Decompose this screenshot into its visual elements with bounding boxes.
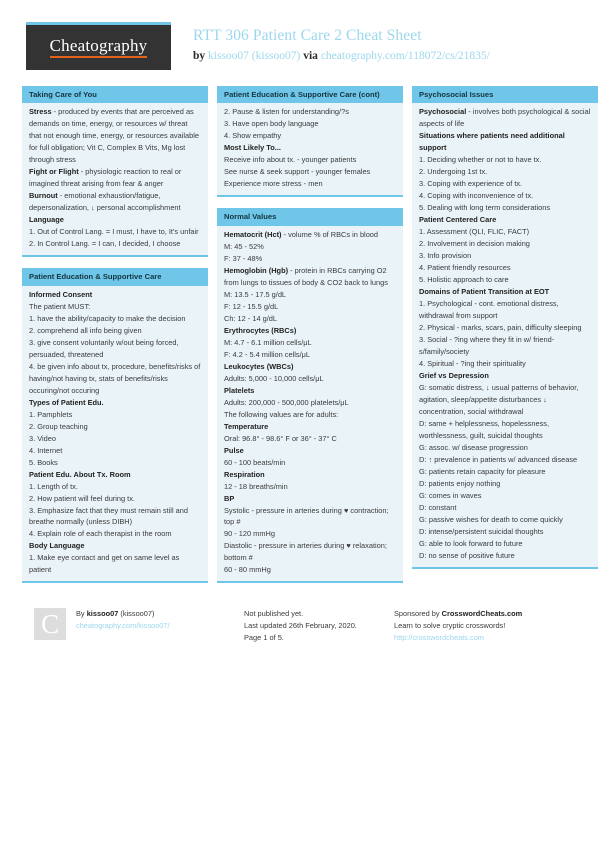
card-line: [419, 214, 591, 226]
line-term: Informed Consent: [29, 289, 93, 299]
card-line: M: 13.5 - 17.5 g/dL: [224, 289, 287, 299]
card-line: [419, 370, 591, 382]
card-line: Ch: 12 - 14 g/dL: [224, 313, 278, 323]
card-line: The patient MUST:: [29, 301, 91, 311]
sponsor-tagline: Learn to solve cryptic crosswords!: [394, 621, 506, 631]
line-detail: - emotional exhaustion/fatigue, depersonalization, ↓ personal accomplishment: [29, 191, 181, 213]
footer-author-block: [34, 608, 244, 644]
card-body: [22, 286, 208, 582]
card-line: 1. Deciding whether or not to have tx.: [419, 155, 542, 165]
line-detail: - produced by events that are perceived as demands on time, energy, or resources w/ threat that not enough time, energy, or resources available for full obligation; Vit C, Complex B Vits, Mg lost through stress: [29, 107, 199, 165]
card-line: 60 - 100 beats/min: [224, 457, 286, 467]
card-line: [224, 445, 396, 457]
cheat-card: [217, 86, 403, 197]
card-line: [224, 385, 396, 397]
content-columns: [12, 86, 591, 594]
card-line: 2. Group teaching: [29, 421, 88, 431]
card-line: The following values are for adults:: [224, 409, 339, 419]
card-line: [224, 325, 396, 337]
page-info: Page 1 of 5.: [244, 633, 284, 643]
publish-status: Not published yet.: [244, 609, 304, 619]
card-line: 1. Psychological - cont. emotional distress, withdrawal from support: [419, 299, 559, 321]
byline: [193, 49, 490, 64]
card-line: 4. be given info about tx, procedure, benefits/risks of having/not having tx, stats of benefits/risks occuring/not occuring: [29, 361, 201, 395]
card-line: 4. Coping with inconvenience of tx.: [419, 191, 534, 201]
card-line: 5. Holistic approach to care: [419, 275, 509, 285]
card-line: [224, 493, 396, 505]
sponsor-url-line: [394, 632, 594, 644]
card-line: [29, 540, 201, 552]
line-term: Psychosocial: [419, 107, 467, 117]
card-line: 12 - 18 breaths/min: [224, 481, 288, 491]
title-block: [193, 22, 490, 64]
card-title: Normal Values: [217, 208, 403, 225]
card-line: Adults: 200,000 - 500,000 platelets/μL: [224, 397, 349, 407]
line-detail: - physiologic reaction to real or imagined threat arising from fear & anger: [29, 167, 182, 189]
sponsor-line: [394, 608, 594, 620]
line-term: Burnout: [29, 191, 58, 201]
card-line: 90 - 120 mmHg: [224, 529, 275, 539]
by-label: by: [193, 50, 209, 63]
card-line: 2. comprehend all info being given: [29, 325, 142, 335]
card-line: [29, 469, 201, 481]
card-line: 3. Emphasize fact that they must remain still and breathe normally (unless DIBH): [29, 505, 188, 527]
card-line: 4. Explain role of each therapist in the room: [29, 529, 172, 539]
footer-sponsor-block: [394, 608, 594, 644]
content-column: [217, 86, 403, 594]
line-detail: - volume % of RBCs in blood: [281, 229, 379, 239]
cheat-card: [22, 86, 208, 257]
logo-text: Cheatography: [50, 37, 148, 59]
card-line: [224, 421, 396, 433]
card-line: G: able to look forward to future: [419, 538, 523, 548]
avatar: C: [34, 608, 66, 640]
footer-author-url[interactable]: cheatography.com/kissoo07/: [76, 621, 170, 631]
line-term: Types of Patient Edu.: [29, 397, 104, 407]
line-term: Patient Edu. About Tx. Room: [29, 469, 131, 479]
card-line: [224, 229, 396, 241]
card-line: [29, 214, 201, 226]
card-line: D: patients enjoy nothing: [419, 479, 501, 488]
footer-publish-block: [244, 608, 394, 644]
card-line: Experience more stress - men: [224, 179, 323, 189]
line-term: Situations where patients need additional support: [419, 131, 565, 153]
card-line: 60 - 80 mmHg: [224, 565, 271, 575]
card-line: 5. Dealing with long term considerations: [419, 203, 551, 213]
card-line: G: passive wishes for death to come quickly: [419, 514, 563, 524]
card-line: D: ↑ prevalence in patients w/ advanced disease: [419, 455, 578, 465]
line-term: Temperature: [224, 421, 269, 431]
card-line: [419, 106, 591, 130]
card-line: [29, 166, 201, 190]
card-line: 4. Show empathy: [224, 131, 282, 141]
card-line: 1. Make eye contact and get on same level as patient: [29, 553, 180, 575]
card-line: Systolic - pressure in arteries during ♥ contraction; top #: [224, 505, 389, 527]
card-line: D: no sense of positive future: [419, 550, 515, 560]
line-term: Leukocytes (WBCs): [224, 361, 294, 371]
line-term: Hematocrit (Hct): [224, 229, 282, 239]
card-body: [217, 103, 403, 195]
line-term: Hemoglobin (Hgb): [224, 265, 289, 275]
footer-author-url-line: [76, 620, 170, 632]
page-footer: [12, 596, 588, 644]
line-term: BP: [224, 493, 235, 503]
card-line: G: patients retain capacity for pleasure: [419, 467, 546, 477]
source-url-link[interactable]: cheatography.com/118072/cs/21835/: [320, 50, 490, 63]
cheat-card: [217, 208, 403, 583]
card-line: 3. Coping with experience of tx.: [419, 179, 523, 189]
line-term: Body Language: [29, 541, 85, 551]
card-line: 2. How patient will feel during tx.: [29, 493, 135, 503]
footer-author-handle: (kissoo07): [118, 609, 155, 619]
card-line: 1. Out of Control Lang. = I must, I have to, It's unfair: [29, 227, 199, 237]
card-line: F: 4.2 - 5.4 million cells/μL: [224, 349, 310, 359]
card-line: [29, 106, 201, 166]
line-term: Pulse: [224, 445, 244, 455]
line-term: Erythrocytes (RBCs): [224, 325, 297, 335]
card-line: [419, 130, 591, 154]
card-line: [224, 361, 396, 373]
card-line: D: constant: [419, 502, 457, 512]
card-line: [224, 469, 396, 481]
card-line: 3. Info provision: [419, 251, 472, 261]
card-title: Taking Care of You: [22, 86, 208, 103]
card-line: 3. give consent voluntarily w/out being forced, persuaded, threatened: [29, 337, 179, 359]
card-line: 2. Pause & listen for understanding/?s: [224, 107, 349, 117]
card-line: F: 37 - 48%: [224, 253, 263, 263]
card-line: 2. Undergoing 1st tx.: [419, 167, 488, 177]
card-line: [29, 190, 201, 214]
card-line: [224, 265, 396, 289]
line-term: Domains of Patient Transition at EOT: [419, 287, 550, 297]
sponsor-name: CrosswordCheats.com: [441, 609, 523, 619]
card-line: [29, 397, 201, 409]
card-line: 2. In Control Lang. = I can, I decided, I choose: [29, 239, 181, 249]
card-line: 1. Pamphlets: [29, 409, 73, 419]
page-title: RTT 306 Patient Care 2 Cheat Sheet: [193, 27, 422, 44]
card-line: D: intense/persistent suicidal thoughts: [419, 526, 544, 536]
cheat-card: [22, 268, 208, 583]
card-line: See nurse & seek support - younger females: [224, 167, 371, 177]
card-line: Oral: 96.8° - 98.6° F or 36° - 37° C: [224, 433, 337, 443]
line-term: Stress: [29, 107, 52, 117]
line-detail: - protein in RBCs carrying O2 from lungs to tissues of body & CO2 back to lungs: [224, 265, 388, 287]
line-term: Platelets: [224, 385, 255, 395]
line-detail: - involves both psychological & social aspects of life: [419, 107, 591, 129]
card-body: [217, 226, 403, 582]
card-title: Patient Education & Supportive Care (cont): [217, 86, 403, 103]
card-line: [419, 286, 591, 298]
card-line: 1. have the ability/capacity to make the decision: [29, 313, 186, 323]
card-line: [29, 289, 201, 301]
cheat-card: [412, 86, 598, 569]
footer-by-prefix: By: [76, 609, 87, 619]
card-line: 4. Internet: [29, 445, 63, 455]
footer-author-name: kissoo07: [86, 609, 119, 619]
footer-author-line: [76, 608, 170, 620]
line-term: Fight or Flight: [29, 167, 79, 177]
card-line: F: 12 - 15.5 g/dL: [224, 301, 279, 311]
line-term: Patient Centered Care: [419, 215, 497, 225]
line-term: Language: [29, 215, 64, 225]
card-line: 1. Length of tx.: [29, 481, 78, 491]
card-line: 2. Involvement in decision making: [419, 239, 530, 249]
sponsor-prefix: Sponsored by: [394, 609, 442, 619]
page-header: [12, 0, 588, 86]
card-body: [22, 103, 208, 255]
card-line: 5. Books: [29, 457, 58, 467]
card-line: 3. Video: [29, 433, 56, 443]
card-line: G: somatic distress, ↓ usual patterns of behavior, agitation, sleep/appetite disturbances ↓ concentration, social withdrawal: [419, 383, 579, 417]
line-term: Grief vs Depression: [419, 371, 489, 381]
card-title: Patient Education & Supportive Care: [22, 268, 208, 285]
card-line: 4. Patient friendly resources: [419, 263, 511, 273]
card-body: [412, 103, 598, 566]
card-line: 1. Assessment (QLI, FLIC, FACT): [419, 227, 530, 237]
last-updated: Last updated 26th February, 2020.: [244, 621, 357, 631]
card-line: 3. Social - ?ing where they fit in w/ friends/family/society: [419, 335, 555, 357]
cheatography-logo[interactable]: [26, 22, 171, 70]
card-line: Adults: 5,000 - 10,000 cells/μL: [224, 373, 324, 383]
content-column: [412, 86, 598, 580]
author-link[interactable]: kissoo07 (kissoo07): [208, 50, 301, 63]
line-term: Respiration: [224, 469, 265, 479]
card-line: G: assoc. w/ disease progression: [419, 443, 528, 453]
card-line: 4. Spiritual - ?ing their spirituality: [419, 359, 526, 369]
card-line: G: comes in waves: [419, 490, 482, 500]
card-line: D: same + helplessness, hopelessness, worthlessness, guilt, suicidal thoughts: [419, 419, 550, 441]
card-line: Receive info about tx. - younger patients: [224, 155, 357, 165]
card-line: 3. Have open body language: [224, 119, 319, 129]
line-term: Most Likely To...: [224, 143, 281, 153]
card-line: M: 4.7 - 6.1 million cells/μL: [224, 337, 312, 347]
card-line: [224, 142, 396, 154]
via-label: via: [303, 50, 321, 63]
card-line: M: 45 - 52%: [224, 241, 264, 251]
card-line: 2. Physical - marks, scars, pain, difficulty sleeping: [419, 323, 582, 333]
sponsor-url[interactable]: http://crosswordcheats.com: [394, 633, 484, 643]
card-title: Psychosocial Issues: [412, 86, 598, 103]
content-column: [22, 86, 208, 594]
card-line: Diastolic - pressure in arteries during ♥ relaxation; bottom #: [224, 541, 387, 563]
